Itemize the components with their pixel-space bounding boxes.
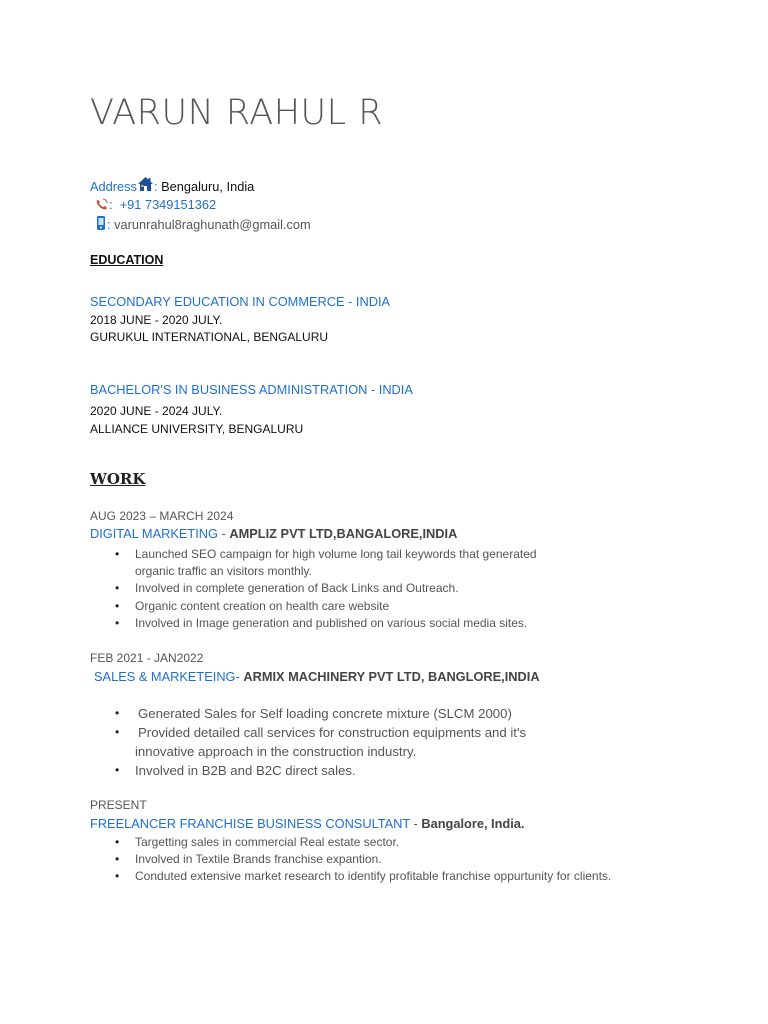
job-bullets — [90, 546, 695, 632]
bullet-dot: • — [115, 725, 120, 739]
phone-icon — [95, 198, 109, 214]
bullet-dot: • — [115, 835, 120, 849]
bullet-dot: • — [115, 852, 120, 867]
email-line — [90, 216, 311, 234]
education-heading: EDUCATION — [90, 253, 164, 267]
education-degree: SECONDARY EDUCATION IN COMMERCE - INDIA — [90, 294, 391, 309]
bullet-text: Generated Sales for Self loading concrete mixture (SLCM 2000) — [138, 706, 512, 721]
address-line — [90, 176, 254, 195]
bullet-dot: • — [115, 598, 120, 613]
work-heading: WORK — [90, 470, 146, 488]
job-dates: AUG 2023 – MARCH 2024 — [90, 509, 234, 523]
job-title: FREELANCER FRANCHISE BUSINESS CONSULTANT — [90, 816, 410, 831]
education-institution: ALLIANCE UNIVERSITY, BENGALURU — [90, 422, 304, 436]
list-item — [90, 580, 695, 597]
home-icon — [137, 176, 154, 195]
education-institution: GURUKUL INTERNATIONAL, BENGALURU — [90, 330, 329, 344]
bullet-dot: • — [115, 547, 120, 561]
bullet-text: Targetting sales in commercial Real estate sector. — [135, 835, 400, 849]
address-label: Address — [90, 179, 137, 194]
job-title-line — [90, 526, 457, 541]
list-item — [90, 704, 695, 723]
bullet-text: Involved in Textile Brands franchise expantion. — [135, 852, 382, 867]
job-separator: - — [235, 669, 244, 684]
bullet-text: Conduted extensive market research to identify profitable franchise oppurtunity for clients. — [135, 869, 612, 884]
list-item — [90, 868, 735, 885]
bullet-text: Launched SEO campaign for high volume long tail keywords that generated organic traffic an visitors monthly. — [135, 547, 537, 579]
job-title-line — [94, 669, 540, 684]
address-value: Bengaluru, India — [157, 179, 255, 194]
bullet-text: Provided detailed call services for construction equipments and it's innovative approach in the construction industry. — [135, 725, 527, 759]
job-title: DIGITAL MARKETING — [90, 526, 218, 541]
mobile-icon — [96, 216, 107, 234]
bullet-dot: • — [115, 869, 120, 884]
job-bullets — [90, 834, 735, 886]
list-item — [90, 598, 695, 615]
education-dates: 2020 JUNE - 2024 JULY. — [90, 404, 223, 418]
job-title-line — [90, 816, 524, 831]
bullet-text: Involved in B2B and B2C direct sales. — [135, 763, 356, 778]
phone-separator: : — [109, 197, 113, 212]
bullet-dot: • — [115, 581, 120, 596]
list-item — [90, 615, 695, 632]
bullet-dot: • — [115, 763, 120, 777]
job-company: ARMIX MACHINERY PVT LTD, BANGLORE,INDIA — [243, 669, 540, 684]
bullet-text: Involved in complete generation of Back Links and Outreach. — [135, 581, 459, 596]
education-degree: BACHELOR'S IN BUSINESS ADMINISTRATION - INDIA — [90, 382, 413, 397]
job-company: Bangalore, India. — [421, 816, 525, 831]
email-separator: : — [107, 217, 111, 232]
list-item — [90, 761, 695, 780]
job-separator: - — [409, 816, 422, 831]
phone-line — [90, 197, 216, 214]
email-value[interactable]: varunrahul8raghunath@gmail.com — [114, 217, 311, 232]
job-title: SALES & MARKETEING — [94, 669, 236, 684]
job-dates: PRESENT — [90, 798, 147, 812]
list-item — [90, 834, 695, 851]
bullet-dot: • — [115, 615, 120, 630]
candidate-name: VARUN RAHUL R — [90, 93, 384, 133]
job-company: AMPLIZ PVT LTD,BANGALORE,INDIA — [229, 526, 458, 541]
bullet-text: Involved in Image generation and published on various social media sites. — [135, 615, 528, 630]
job-dates: FEB 2021 - JAN2022 — [90, 651, 204, 665]
phone-value[interactable]: +91 7349151362 — [119, 197, 217, 212]
bullet-text: Organic content creation on health care website — [135, 598, 390, 613]
job-bullets — [90, 704, 695, 780]
list-item — [90, 546, 565, 580]
bullet-dot: • — [115, 706, 120, 720]
list-item — [90, 851, 695, 868]
list-item — [90, 723, 555, 761]
address-separator: : — [153, 179, 158, 194]
education-dates: 2018 JUNE - 2020 JULY. — [90, 313, 223, 327]
job-separator: - — [217, 526, 230, 541]
